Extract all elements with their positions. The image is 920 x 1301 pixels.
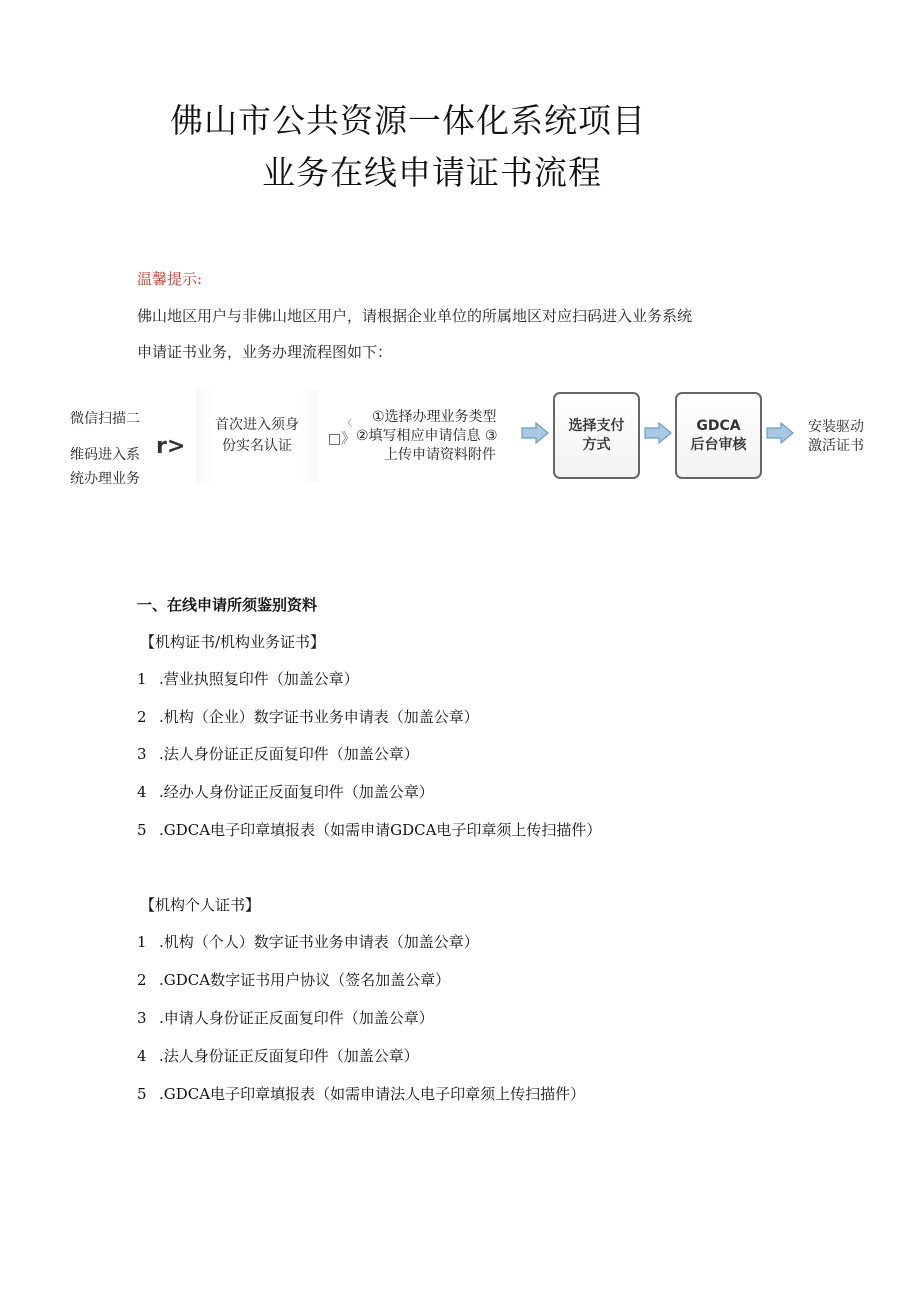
flow-scan-line-3: 统办理业务 <box>70 471 140 487</box>
list-item-text: .GDCA电子印章填报表（如需申请法人电子印章须上传扫描件） <box>159 1085 586 1103</box>
list-item-text: .法人身份证正反面复印件（加盖公章） <box>159 1047 419 1065</box>
org-cert-title: 【机构证书/机构业务证书】 <box>140 633 326 651</box>
tip-line-1: 佛山地区用户与非佛山地区用户，请根据企业单位的所属地区对应扫码进入业务系统 <box>137 307 693 325</box>
list-item-text: .经办人身份证正反面复印件（加盖公章） <box>159 783 434 801</box>
list-item-text: .GDCA数字证书用户协议（签名加盖公章） <box>159 971 451 989</box>
list-item-text: .营业执照复印件（加盖公章） <box>159 670 359 688</box>
list-item-number: 5 <box>137 1085 147 1103</box>
flow-step2-arrow: □》 <box>328 431 356 447</box>
list-item <box>137 1083 585 1104</box>
flow-step4-line-1: GDCA <box>696 417 741 434</box>
flow-step1-line-2: 份实名认证 <box>222 438 292 454</box>
flow-step-identity <box>196 390 318 482</box>
list-item-text: .机构（企业）数字证书业务申请表（加盖公章） <box>159 708 479 726</box>
flow-arrow-right-icon <box>644 422 672 444</box>
flow-step-review <box>675 392 762 479</box>
flow-step3-line-2: 方式 <box>582 436 611 453</box>
title-line-1: 佛山市公共资源一体化系统项目 <box>170 101 646 140</box>
flow-arrow-right-icon <box>766 422 794 444</box>
list-item-text: .申请人身份证正反面复印件（加盖公章） <box>159 1009 434 1027</box>
flow-step5-line-2: 激活证书 <box>808 438 864 454</box>
list-item-text: .GDCA电子印章填报表（如需申请GDCA电子印章须上传扫描件） <box>159 821 602 839</box>
list-item <box>137 969 450 990</box>
title-line-2: 业务在线申请证书流程 <box>262 153 602 192</box>
list-item-number: 3 <box>137 1009 147 1027</box>
list-item-number: 4 <box>137 1047 147 1065</box>
list-item-number: 1 <box>137 933 147 951</box>
flow-step2-line-3: 上传申请资料附件 <box>384 447 496 463</box>
list-item-number: 2 <box>137 971 147 989</box>
list-item <box>137 781 434 802</box>
list-item-number: 1 <box>137 670 147 688</box>
list-item <box>137 819 601 840</box>
flow-step2-mark: 〈 <box>343 419 353 429</box>
flow-diagram <box>0 380 920 500</box>
tip-line-2: 申请证书业务，业务办理流程图如下： <box>137 343 393 361</box>
flow-step3-line-1: 选择支付 <box>568 417 625 434</box>
list-item <box>137 1007 434 1028</box>
flow-scan-arrow: r> <box>156 434 186 459</box>
flow-step2-line-1: ①选择办理业务类型 <box>372 409 497 425</box>
list-item-number: 3 <box>137 745 147 763</box>
list-item-number: 2 <box>137 708 147 726</box>
list-item-text: .法人身份证正反面复印件（加盖公章） <box>159 745 419 763</box>
flow-scan-line-1: 微信扫描二 <box>70 411 140 427</box>
flow-step-payment <box>553 392 640 479</box>
flow-step5-line-1: 安装驱动 <box>808 419 864 435</box>
list-item <box>137 743 419 764</box>
flow-step2-line-2: ②填写相应申请信息 ③ <box>356 428 498 444</box>
flow-scan-line-2: 维码进入系 <box>70 447 140 463</box>
list-item <box>137 706 479 727</box>
list-item <box>137 931 479 952</box>
flow-step4-line-2: 后台审核 <box>690 436 747 453</box>
list-item-number: 5 <box>137 821 147 839</box>
section-heading: 一、在线申请所须鉴别资料 <box>137 596 318 614</box>
flow-step1-line-1: 首次进入须身 <box>215 417 299 433</box>
tip-label: 温馨提示: <box>137 270 203 288</box>
personal-cert-title: 【机构个人证书】 <box>140 896 261 914</box>
list-item-number: 4 <box>137 783 147 801</box>
list-item <box>137 668 359 689</box>
flow-arrow-right-icon <box>521 422 549 444</box>
list-item <box>137 1045 419 1066</box>
list-item-text: .机构（个人）数字证书业务申请表（加盖公章） <box>159 933 479 951</box>
